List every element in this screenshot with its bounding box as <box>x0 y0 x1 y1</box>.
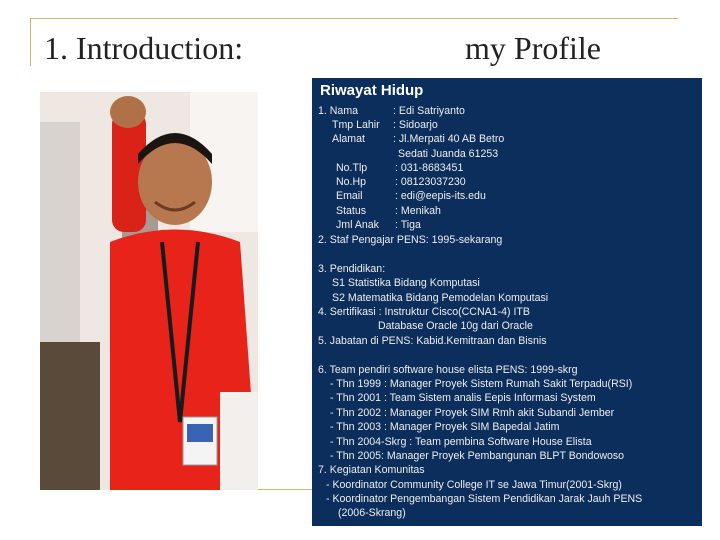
field-hp <box>336 175 466 189</box>
item-kegiatan: 7. Kegiatan Komunitas <box>318 464 425 476</box>
field-tlp <box>336 161 463 175</box>
item-koordinator-2-line2: (2006-Skrang) <box>338 507 406 519</box>
field-label: No.Hp <box>336 176 367 188</box>
item-jabatan: 5. Jabatan di PENS: Kabid.Kemitraan dan Bisnis <box>318 335 547 347</box>
field-label: Status <box>336 205 367 217</box>
field-value: : 08123037230 <box>395 176 466 188</box>
field-label: Email <box>336 190 363 202</box>
field-label: Tmp Lahir <box>332 119 380 131</box>
field-status <box>336 204 441 218</box>
item-thn-2001: - Thn 2001 : Team Sistem analis Eepis Informasi System <box>330 392 596 404</box>
field-label: Jml Anak <box>336 219 379 231</box>
field-jml-anak <box>336 218 421 232</box>
field-label: No.Tlp <box>336 162 368 174</box>
slide-title: 1. Introduction: <box>44 30 244 66</box>
item-thn-1999: - Thn 1999 : Manager Proyek Sistem Rumah Sakit Terpadu(RSI) <box>330 378 633 390</box>
field-value: : Edi Satriyanto <box>393 105 465 117</box>
field-alamat-line2: Sedati Juanda 61253 <box>398 148 499 160</box>
slide-subtitle: my Profile <box>465 30 601 66</box>
profile-photo <box>40 92 258 490</box>
field-alamat <box>332 132 504 146</box>
field-value: : 031-8683451 <box>395 162 464 174</box>
field-email <box>336 189 486 203</box>
item-thn-2004: - Thn 2004-Skrg : Team pembina Software House Elista <box>330 436 592 448</box>
item-tim: 6. Team pendiri software house elista PENS: 1999-skrg <box>318 364 578 376</box>
field-value: : Tiga <box>395 219 421 231</box>
field-value: : Jl.Merpati 40 AB Betro <box>393 133 505 145</box>
profile-photo-illustration <box>40 92 258 490</box>
field-value: : Menikah <box>395 205 441 217</box>
field-label: 1. Nama <box>318 105 359 117</box>
field-nama <box>318 104 465 118</box>
field-value: : Sidoarjo <box>393 119 438 131</box>
profile-panel <box>312 78 702 526</box>
item-thn-2002: - Thn 2002 : Manager Proyek SIM Rmh akit Subandi Jember <box>330 407 615 419</box>
item-pendidikan: 3. Pendidikan: <box>318 263 386 275</box>
field-tmp-lahir <box>332 118 438 132</box>
item-s2: S2 Matematika Bidang Pemodelan Komputasi <box>332 292 549 304</box>
frame-top-rule <box>30 18 678 19</box>
item-sertifikasi-line2: Database Oracle 10g dari Oracle <box>378 320 533 332</box>
frame-left-rule <box>30 18 31 66</box>
item-sertifikasi: 4. Sertifikasi : Instruktur Cisco(CCNA1-4) ITB <box>318 306 530 318</box>
item-staf: 2. Staf Pengajar PENS: 1995-sekarang <box>318 234 503 246</box>
item-thn-2003: - Thn 2003 : Manager Proyek SIM Bapedal Jatim <box>330 421 560 433</box>
field-label: Alamat <box>332 133 365 145</box>
panel-heading: Riwayat Hidup <box>320 82 424 99</box>
item-s1: S1 Statistika Bidang Komputasi <box>332 277 480 289</box>
field-value: : edi@eepis-its.edu <box>395 190 486 202</box>
item-koordinator-2: - Koordinator Pengembangan Sistem Pendidikan Jarak Jauh PENS <box>326 493 643 505</box>
item-thn-2005: - Thn 2005: Manager Proyek Pembangunan BLPT Bondowoso <box>330 450 625 462</box>
item-koordinator-1: - Koordinator Community College IT se Jawa Timur(2001-Skrg) <box>326 479 622 491</box>
